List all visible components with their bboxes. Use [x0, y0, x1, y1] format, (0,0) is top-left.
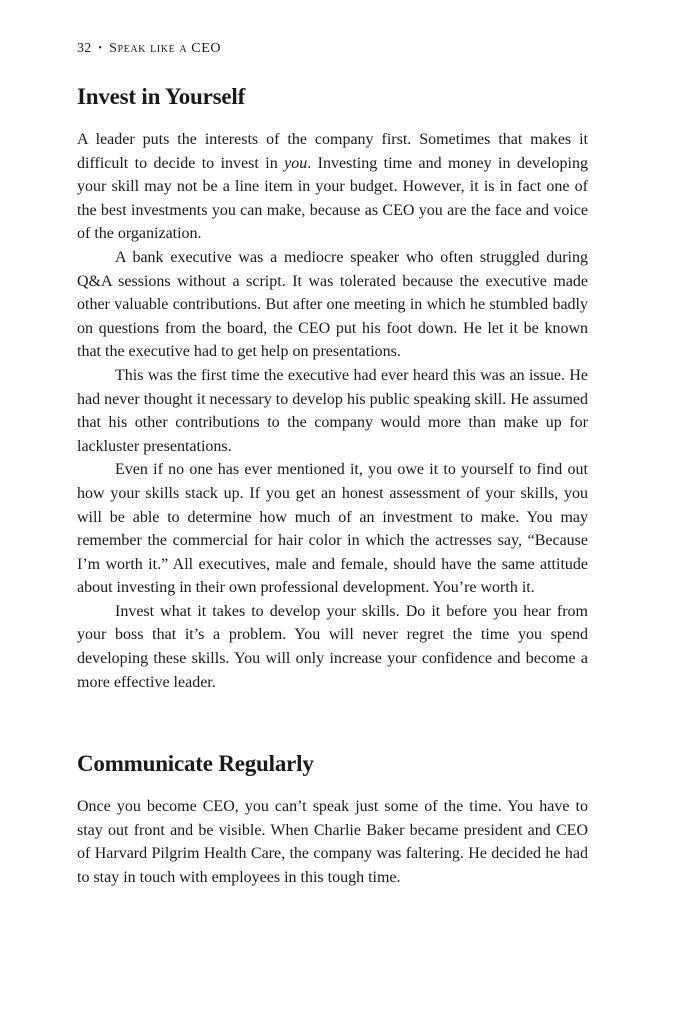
section-heading-invest-in-yourself: Invest in Yourself — [77, 84, 246, 109]
bullet-separator: • — [98, 43, 103, 54]
paragraph: A leader puts the interests of the company first. Sometimes that makes it difficult to decide to invest in you. Investing time and money in developing your skill may not be a line item in your budget. However, it is in fact one of the best investments you can make, because as CEO you are the face and voice of the organization. — [77, 131, 588, 243]
book-page — [77, 40, 588, 890]
page-number: 32 — [77, 41, 92, 56]
paragraph: Once you become CEO, you can’t speak just some of the time. You have to stay out front and be visible. When Charlie Baker became president and CEO of Harvard Pilgrim Health Care, the company was faltering. He decided he had to stay in touch with employees in this tough time. — [77, 798, 588, 887]
book-title: Speak like a CEO — [109, 41, 222, 56]
paragraph: Invest what it takes to develop your skills. Do it before you hear from your boss that it’s a problem. You will never regret the time you spend developing these skills. You will only increase your confidence and become a more effective leader. — [77, 602, 588, 691]
emphasis-you: you — [284, 154, 308, 172]
paragraph: This was the first time the executive had ever heard this was an issue. He had never thought it necessary to develop his public speaking skill. He assumed that his other contributions to the company would more than make up for lackluster presentations. — [77, 366, 588, 455]
paragraph: Even if no one has ever mentioned it, you owe it to yourself to find out how your skills stack up. If you get an honest assessment of your skills, you will be able to determine how much of an investment to make. You may remember the commercial for hair color in which the actresses say, “Because I’m worth it.” All executives, male and female, should have the same attitude about investing in their own professional development. You’re worth it. — [77, 461, 588, 597]
running-head — [77, 40, 588, 58]
paragraph: A bank executive was a mediocre speaker who often struggled during Q&A sessions without a script. It was tolerated because the executive made other valuable contributions. But after one meeting in which he stumbled badly on questions from the board, the CEO put his foot down. He let it be known that the executive had to get help on presentations. — [77, 248, 588, 361]
section-heading-communicate-regularly: Communicate Regularly — [77, 751, 314, 777]
